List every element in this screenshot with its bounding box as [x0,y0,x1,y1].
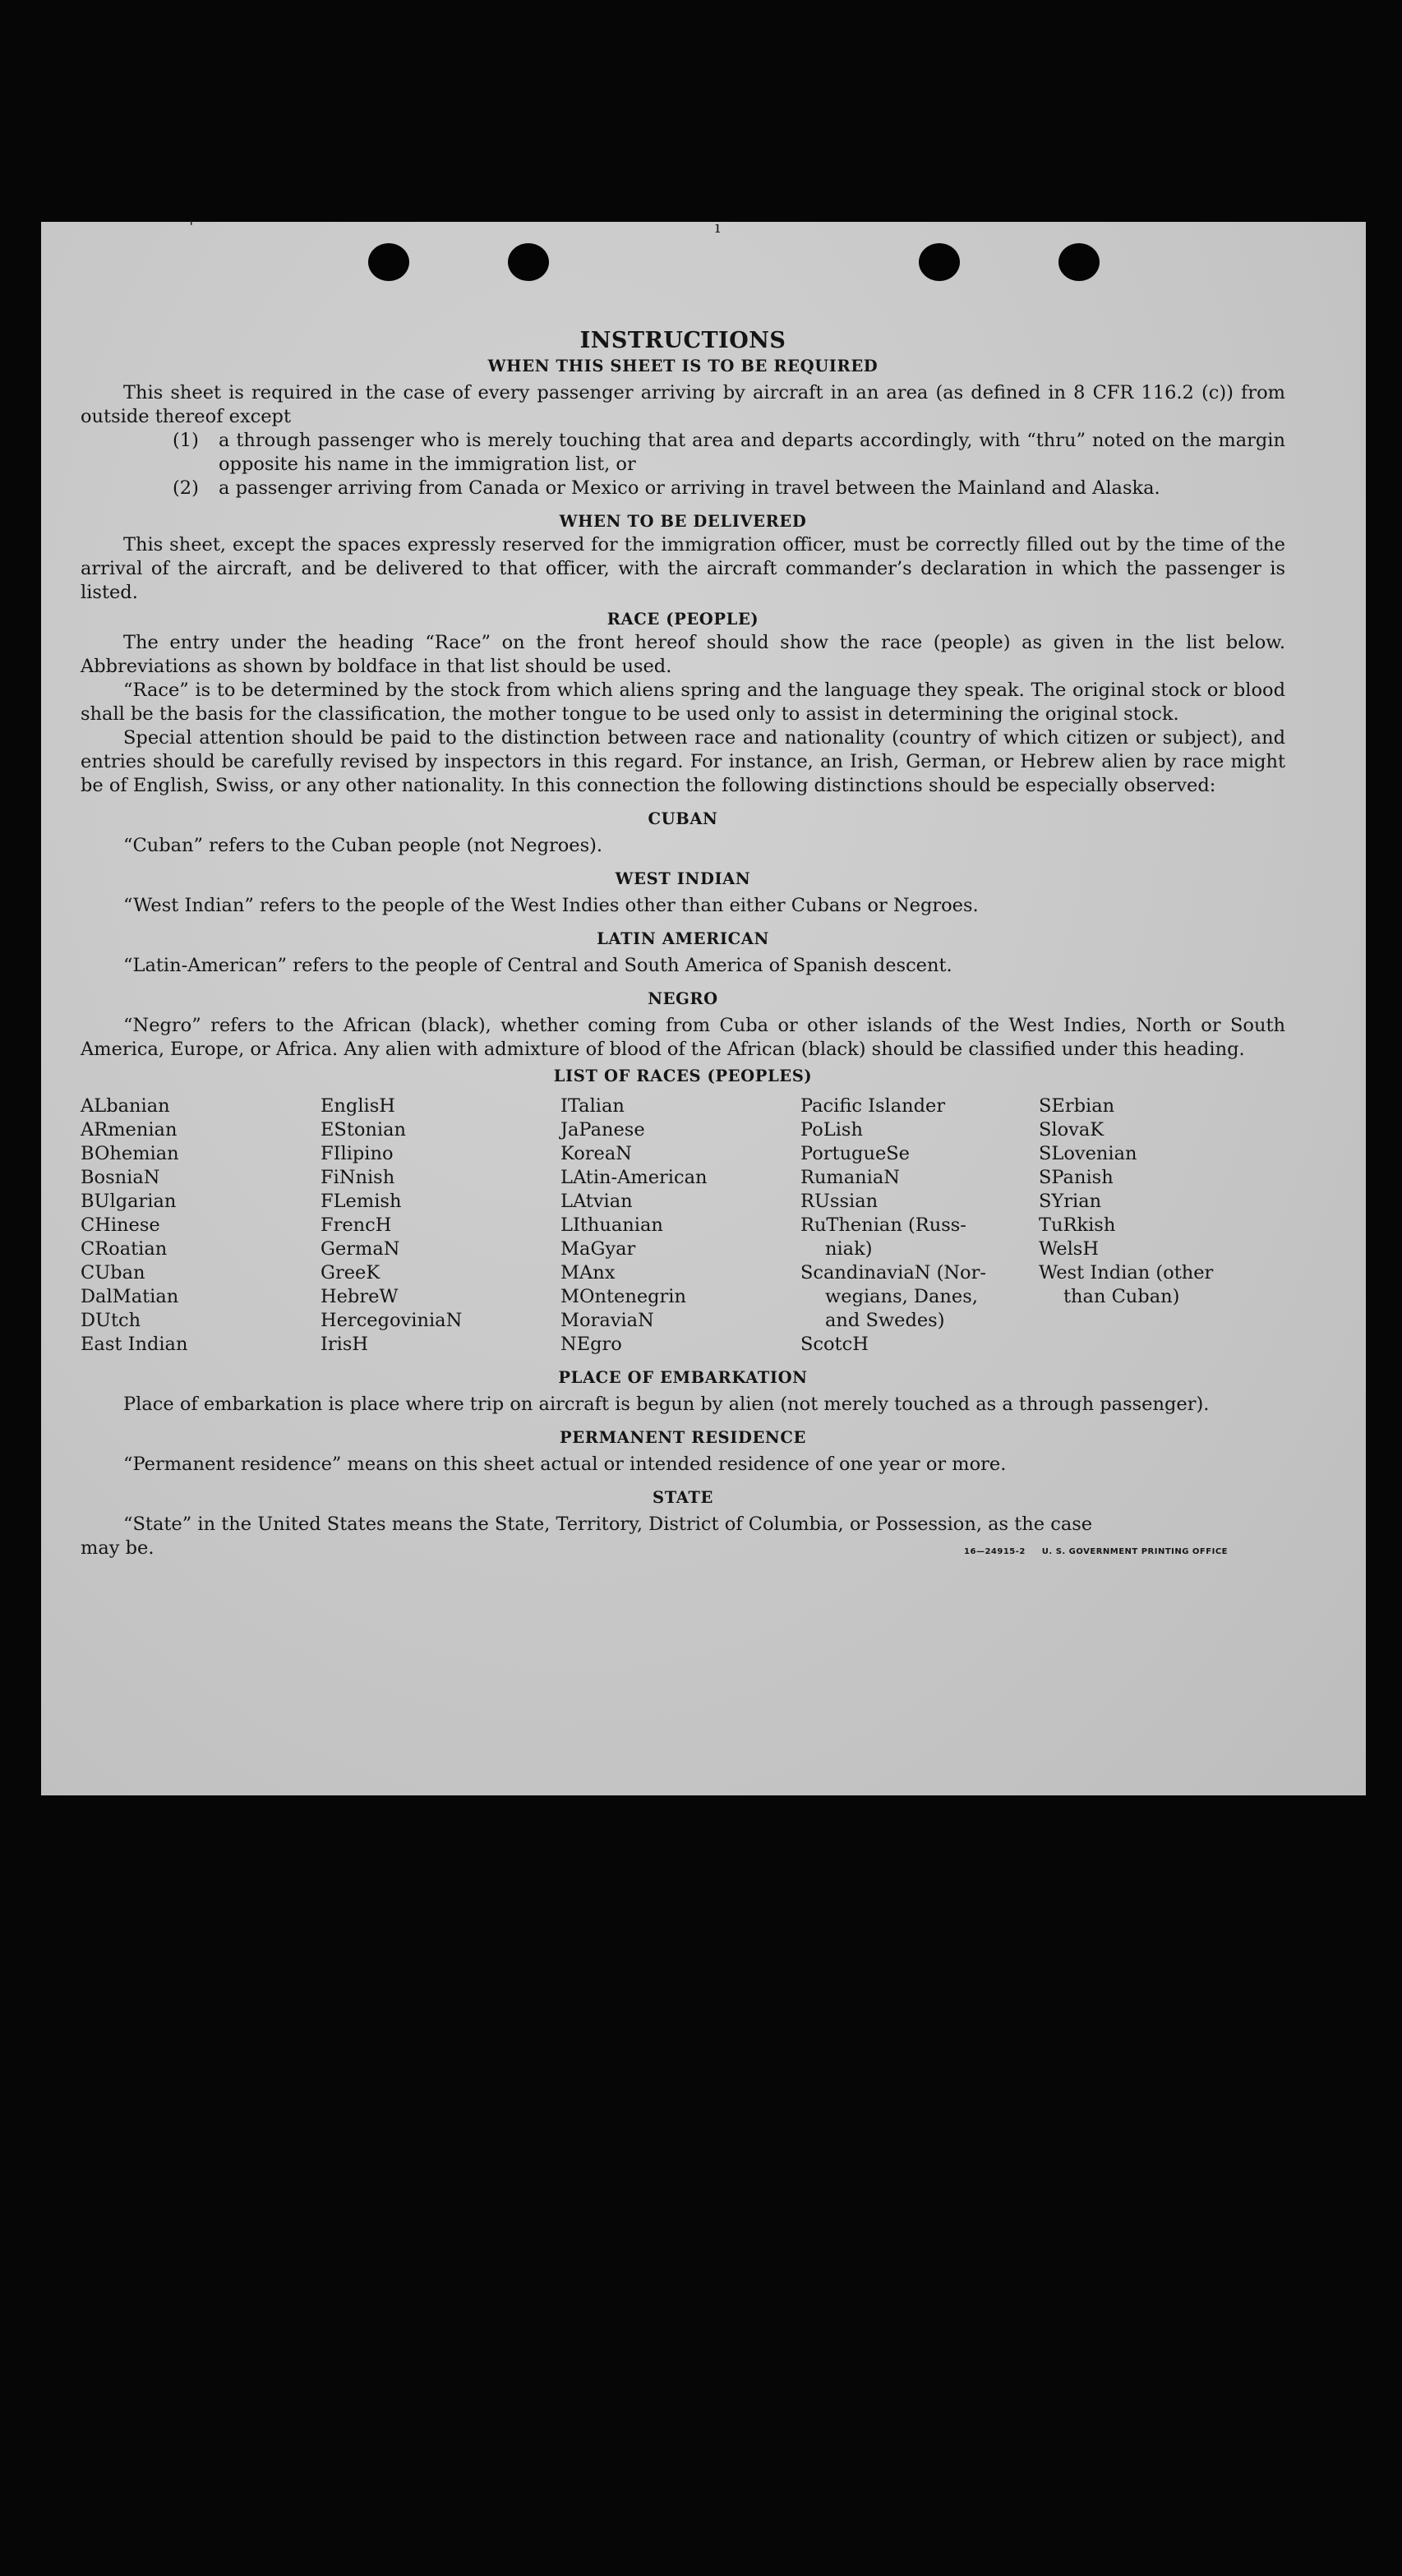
paragraph-negro: “Negro” refers to the African (black), whether coming from Cuba or other islands of the West Indies, North or South America, Europe, or Africa. Any alien with admixture of blood of the African (black) should be classified under this heading. [81,1015,1285,1060]
race-entry: CUban [81,1262,145,1283]
races-column-1 [81,1094,321,1357]
race-entry: LAtvian [560,1191,633,1212]
heading-state: STATE [653,1488,713,1507]
race-entry: HercegoviniaN [321,1310,463,1331]
race-entry: Pacific Islander [800,1095,946,1117]
race-entry-continuation: wegians, Danes, [825,1286,978,1307]
item-number: (2) [173,477,199,499]
race-entry: CHinese [81,1214,160,1236]
heading-cuban: CUBAN [648,809,718,828]
race-entry-continuation: niak) [825,1238,873,1260]
race-entry: RumaniaN [800,1167,900,1188]
race-entry: PortugueSe [800,1143,911,1164]
race-entry: FrencH [321,1214,392,1236]
race-entry: JaPanese [560,1119,645,1141]
race-entry: LAtin-American [560,1167,708,1188]
margin-mark: ' [189,217,194,237]
race-entry-continuation: and Swedes) [825,1310,945,1331]
race-entry: ARmenian [81,1119,178,1141]
race-entry: GermaN [321,1238,400,1260]
paragraph-west-indian: “West Indian” refers to the people of the West Indies other than either Cubans or Negroes. [123,895,979,916]
last-line [81,1537,1285,1564]
race-entry: KoreaN [560,1143,632,1164]
paragraph-embarkation: Place of embarkation is place where trip on aircraft is begun by alien (not merely touched as a through passenger). [123,1394,1210,1415]
race-entry: EnglisH [321,1095,395,1117]
race-entry: IrisH [321,1334,369,1355]
printer-credit: U. S. GOVERNMENT PRINTING OFFICE [1041,1547,1228,1556]
item-text: a through passenger who is merely touching that area and departs accordingly, with “thru” noted on the margin opposite his name in the immigration list, or [219,430,1285,475]
paragraph-race-1: The entry under the heading “Race” on the front hereof should show the race (people) as given in the list below. Abbreviations as shown by boldface in that list should be used. [81,632,1285,677]
race-entry-continuation: than Cuban) [1063,1286,1180,1307]
race-entry: GreeK [321,1262,380,1283]
heading-list-of-races: LIST OF RACES (PEOPLES) [553,1067,813,1085]
race-entry: MaGyar [560,1238,636,1260]
paragraph-latin-american: “Latin-American” refers to the people of Central and South America of Spanish descent. [123,955,952,976]
race-entry: HebreW [321,1286,399,1307]
paragraph-cuban: “Cuban” refers to the Cuban people (not Negroes). [123,835,603,856]
races-table [81,1094,1285,1357]
punch-hole [919,243,960,281]
heading-when-delivered: WHEN TO BE DELIVERED [559,512,807,531]
item-number: (1) [173,430,199,451]
races-column-4 [800,1094,1039,1357]
heading-when-required: WHEN THIS SHEET IS TO BE REQUIRED [487,357,879,376]
race-entry: CRoatian [81,1238,168,1260]
paragraph-race-3: Special attention should be paid to the distinction between race and nationality (country of which citizen or subject), and entries should be carefully revised by inspectors in this regard. For instance, an Irish, German, or Hebrew alien by race might be of English, Swiss, or any other nationality. In this connection the following distinctions should be especially observed: [81,727,1285,796]
list-item-exception-1 [173,429,1285,477]
race-entry: SLovenian [1039,1143,1137,1164]
race-entry: FiNnish [321,1167,395,1188]
race-entry: MOntenegrin [560,1286,686,1307]
race-entry: SlovaK [1039,1119,1105,1141]
races-column-2 [321,1094,560,1357]
race-entry: FLemish [321,1191,402,1212]
list-item-exception-2 [173,477,1285,500]
race-entry: BUlgarian [81,1191,177,1212]
race-entry: ScotcH [800,1334,869,1355]
races-column-3 [560,1094,800,1357]
race-entry: TuRkish [1039,1214,1116,1236]
paragraph-state-end: may be. [81,1537,154,1559]
punch-hole [1058,243,1100,281]
heading-west-indian: WEST INDIAN [615,869,751,888]
race-entry: RUssian [800,1191,879,1212]
race-entry: SPanish [1039,1167,1114,1188]
race-entry: RuThenian (Russ- [800,1214,966,1236]
page-title: INSTRUCTIONS [579,328,786,353]
race-entry: FIlipino [321,1143,394,1164]
paragraph-state: “State” in the United States means the State, Territory, District of Columbia, or Possession, as the case [123,1514,1093,1535]
race-entry: West Indian (other [1039,1262,1214,1283]
race-entry: MoraviaN [560,1310,654,1331]
punch-hole [508,243,549,281]
heading-race: RACE (PEOPLE) [606,610,759,629]
paragraph-residence: “Permanent residence” means on this sheet actual or intended residence of one year or more. [123,1454,1007,1475]
paragraph-delivered: This sheet, except the spaces expressly reserved for the immigration officer, must be correctly filled out by the time of the arrival of the aircraft, and be delivered to that officer, with the aircraft commander’s declaration in which the passenger is listed. [81,534,1285,603]
margin-mark: ı [715,217,721,237]
punch-hole [368,243,409,281]
document-page [41,217,1366,1795]
race-entry: ScandinaviaN (Nor- [800,1262,986,1283]
race-entry: BosniaN [81,1167,160,1188]
race-entry: PoLish [800,1119,863,1141]
race-entry: East Indian [81,1334,188,1355]
heading-negro: NEGRO [648,989,718,1008]
paragraph-race-2: “Race” is to be determined by the stock from which aliens spring and the language they speak. The original stock or blood shall be the basis for the classification, the mother tongue to be used only to assist in determining the original stock. [81,680,1285,725]
print-footer [964,1540,1228,1564]
race-entry: ITalian [560,1095,625,1117]
race-entry: SErbian [1039,1095,1115,1117]
race-entry: NEgro [560,1334,622,1355]
paragraph-required-intro: This sheet is required in the case of every passenger arriving by aircraft in an area (as defined in 8 CFR 116.2 (c)) from outside thereof except [81,382,1285,427]
race-entry: ALbanian [81,1095,170,1117]
heading-place-of-embarkation: PLACE OF EMBARKATION [558,1368,808,1387]
race-entry: EStonian [321,1119,407,1141]
race-entry: MAnx [560,1262,616,1283]
race-entry: SYrian [1039,1191,1102,1212]
heading-latin-american: LATIN AMERICAN [597,929,769,948]
race-entry: LIthuanian [560,1214,663,1236]
form-number: 16—24915-2 [964,1547,1026,1556]
item-text: a passenger arriving from Canada or Mexico or arriving in travel between the Mainland and Alaska. [219,477,1160,499]
race-entry: DUtch [81,1310,141,1331]
race-entry: DalMatian [81,1286,179,1307]
instructions-body [81,327,1285,1564]
race-entry: WelsH [1039,1238,1099,1260]
heading-permanent-residence: PERMANENT RESIDENCE [560,1428,806,1447]
races-column-5 [1039,1094,1285,1357]
race-entry: BOhemian [81,1143,179,1164]
